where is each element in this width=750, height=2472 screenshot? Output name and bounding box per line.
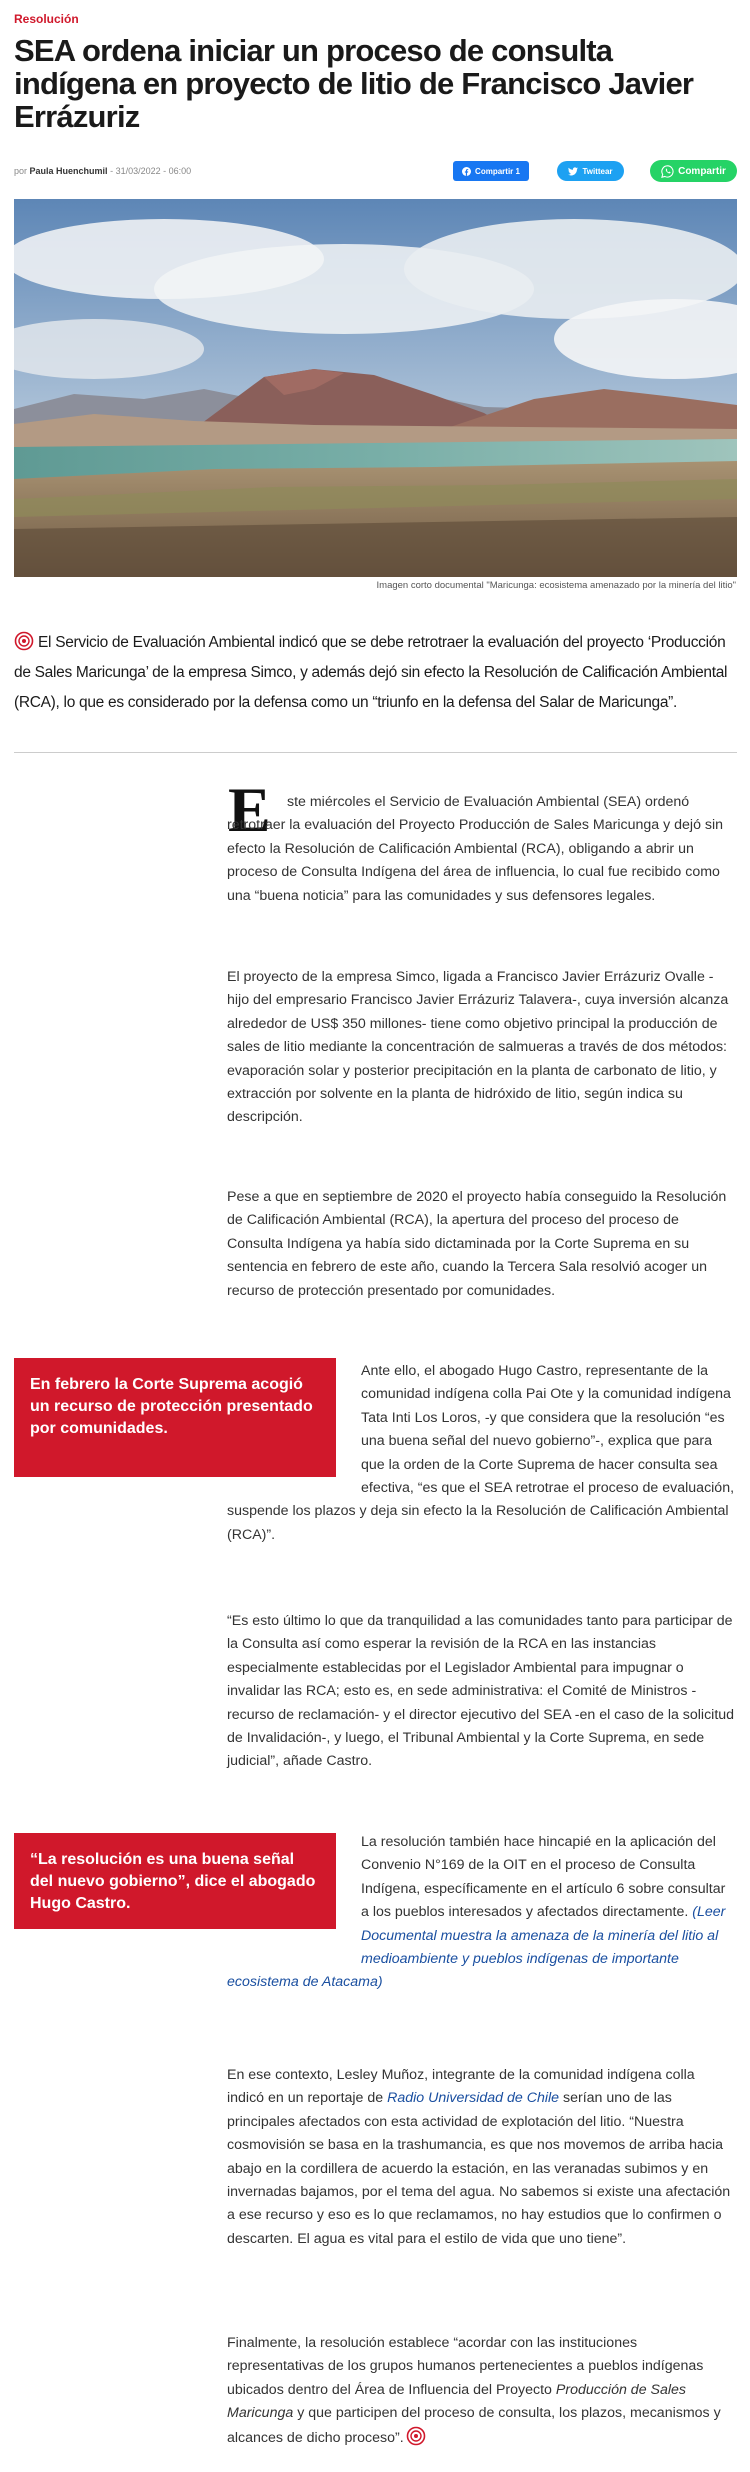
paragraph-8 [227, 2332, 735, 2450]
site-pin-icon [14, 631, 34, 651]
paragraph-3: Pese a que en septiembre de 2020 el proyecto había conseguido la Resolución de Calificación Ambiental (RCA), la apertura del proceso del proceso de Consulta Indígena ya había sido dictaminada por la Corte Suprema en su sentencia en febrero de este año, cuando la Tercera Sala resolvió acoger un recurso de protección presentado por comunidades. [227, 1189, 727, 1299]
whatsapp-share-label: Compartir [678, 165, 726, 177]
radio-uchile-link[interactable]: Radio Universidad de Chile [387, 2090, 560, 2107]
whatsapp-icon [661, 165, 674, 178]
paragraph-8-text-a: Finalmente, la resolución establece “acordar con las instituciones representativas de los grupos humanos pertenecientes a pueblos indígenas ubicados dentro del Área de Influencia del Proyecto [227, 2335, 704, 2398]
pull-quote-1: En febrero la Corte Suprema acogió un recurso de protección presentado por comunidades. [14, 1358, 336, 1477]
paragraph-8-project-name: Producción de Sales Maricunga [227, 2381, 687, 2422]
twitter-share-label: Twittear [582, 166, 613, 176]
article-lead [14, 628, 736, 718]
facebook-share-button[interactable] [453, 161, 529, 181]
twitter-share-button[interactable] [557, 161, 624, 181]
author-name[interactable]: Paula Huenchumil [29, 166, 108, 176]
paragraph-4-text: Ante ello, el abogado Hugo Castro, representante de la comunidad indígena colla Pai Ote y la comunidad indígena Tata Inti Los Loros, -y que considera que la resolución “es una buena señal del nuevo gobierno”-, explica que para que la orden de la Corte Suprema de hacer consulta sea efectiva, “es que el SEA retrotrae el proceso de evaluación, suspende los plazos y deja sin efecto la la Resolución de Calificación Ambiental (RCA)”. [227, 1363, 735, 1543]
category-label[interactable]: Resolución [14, 12, 79, 26]
dropcap: E [228, 774, 271, 845]
paragraph-6-text: La resolución también hace hincapié en la aplicación del Convenio N°169 de la OIT en el proceso de Consulta Indígena, específicamente en el artículo 6 sobre consultar a los pueblos interesados y afectados directamente. [361, 1834, 726, 1921]
hero-image [14, 199, 737, 577]
facebook-icon [462, 167, 471, 176]
image-caption: Imagen corto documental "Maricunga: ecosistema amenazado por la minería del litio" [376, 580, 736, 591]
paragraph-2: El proyecto de la empresa Simco, ligada a Francisco Javier Errázuriz Ovalle -hijo del empresario Francisco Javier Errázuriz Talavera-, cuya inversión alcanza alrededor de US$ 350 millones- tiene como objetivo principal la producción de sales de litio mediante la concentración de salmueras a través de dos métodos: evaporación solar y posterior precipitación en la planta de carbonato de litio, y extracción por solvente en la planta de hidróxido de litio, según indica su descripción. [227, 969, 729, 1126]
paragraph-8-text-b: y que participen del proceso de consulta, los plazos, mecanismos y alcances de dicho proceso”. [227, 2405, 721, 2446]
divider [14, 752, 737, 753]
byline: por Paula Huenchumil - 31/03/2022 - 06:00 [14, 166, 192, 176]
facebook-share-label: Compartir 1 [475, 166, 520, 176]
pull-quote-2: “La resolución es una buena señal del nuevo gobierno”, dice el abogado Hugo Castro. [14, 1833, 336, 1929]
paragraph-7 [227, 2064, 735, 2251]
end-pin-icon [406, 2426, 426, 2446]
paragraph-4 [227, 1360, 735, 1547]
paragraph-7-text-a: En ese contexto, Lesley Muñoz, integrante de la comunidad indígena colla indicó en un reportaje de [227, 2067, 695, 2107]
publish-date: 31/03/2022 - 06:00 [115, 166, 192, 176]
whatsapp-share-button[interactable] [650, 160, 737, 182]
paragraph-5: “Es esto último lo que da tranquilidad a las comunidades tanto para participar de la Consulta así como esperar la revisión de la RCA en las instancias especialmente establecidas por el Legislador Ambiental para impugnar o invalidar las RCA; esto es, en sede administrativa: el Comité de Ministros -recurso de reclamación- y el director ejecutivo del SEA -en el caso de la solicitud de Invalidación-, y luego, el Tribunal Ambiental y la Corte Suprema, en sede judicial”, añade Castro. [227, 1613, 735, 1770]
documental-link[interactable]: (Leer Documental muestra la amenaza de la minería del litio al medioambiente y pueblos indígenas de importante ecosistema de Atacama) [227, 1904, 726, 1991]
lead-text: El Servicio de Evaluación Ambiental indicó que se debe retrotraer la evaluación del proyecto ‘Producción de Sales Maricunga’ de la empresa Simco, y además dejó sin efecto la Resolución de Calificación Ambiental (RCA), lo que es considerado por la defensa como un “triunfo en la defensa del Salar de Maricunga”. [14, 634, 728, 711]
paragraph-1: ste miércoles el Servicio de Evaluación Ambiental (SEA) ordenó retrotraer la evaluación del Proyecto Producción de Sales Maricunga y dejó sin efecto la Resolución de Calificación Ambiental (RCA), obligando a abrir un proceso de Consulta Indígena del área de influencia, lo cual fue recibido como una “buena noticia” para las comunidades y sus defensores legales. [227, 794, 724, 904]
paragraph-7-text-b: serían uno de las principales afectados con esta actividad de explotación del litio. “Nuestra cosmovisión se basa en la trashumancia, es que nos movemos de arriba hacia abajo en la cordillera de acuerdo la estación, en las veranadas subimos y en invernadas bajamos, por el tema del agua. No sabemos si existe una afectación a ese recurso y eso es lo que reclamamos, no hay estudios que lo confirmen o descarten. El agua es vital para el estilo de vida que uno tiene”. [227, 2090, 731, 2247]
quote-spacer-1 [227, 1360, 361, 1500]
salar-landscape-photo [14, 199, 737, 577]
byline-prefix: por [14, 166, 28, 176]
twitter-icon [568, 167, 578, 176]
article-title: SEA ordena iniciar un proceso de consulta indígena en proyecto de litio de Francisco Javier Errázuriz [14, 33, 694, 134]
